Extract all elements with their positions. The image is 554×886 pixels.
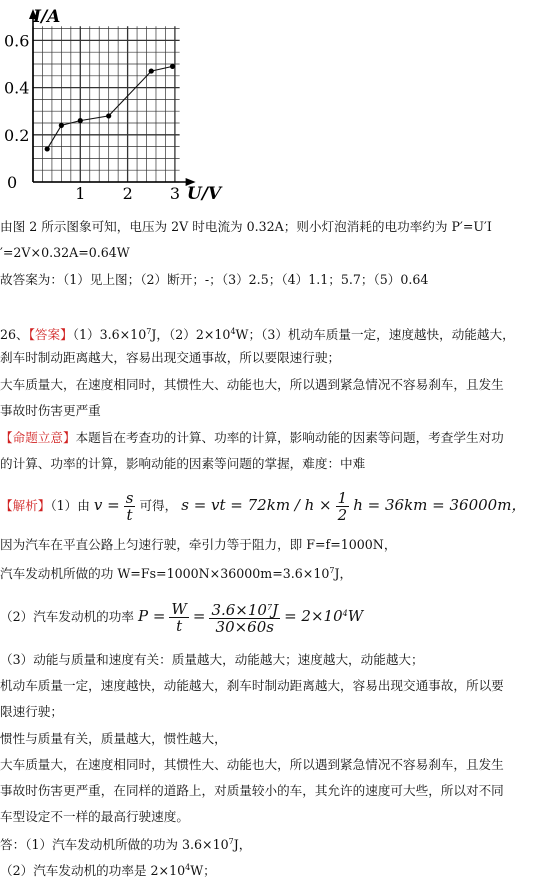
solution-line-5: （3）动能与质量和速度有关：质量越大，动能越大；速度越大，动能越大；	[0, 652, 424, 667]
solution-line-3: 汽车发动机所做的功 $W=Fs=1000N\times 36000m=3.6\times 10^7J$，	[0, 566, 353, 581]
x-tick-label: 3	[169, 184, 181, 203]
fraction-w-over-t: $\frac{W}{t}$	[171, 600, 187, 635]
chart-series	[45, 64, 176, 152]
chart-axes	[29, 9, 196, 186]
data-point	[149, 68, 154, 73]
solution-line-10: 事故时伤害更严重，在同样的道路上，对质量较小的车，其允许的速度可大些，所以对不同	[0, 783, 504, 798]
q26-line-5: 刹车时制动距离越大，容易出现交通事故，所以要限速行驶；	[0, 350, 341, 365]
y-tick-label: 0.2	[4, 125, 30, 145]
solution-line-11: 车型设定不一样的最高行驶速度。	[0, 809, 189, 824]
solution-line-2: 因为汽车在平直公路上匀速行驶，牵引力等于阻力，即 F=f=1000N，	[0, 537, 397, 552]
data-point	[78, 118, 83, 123]
final-answer-line-2: （2）汽车发动机的功率是 $2\times 10^4W$；	[0, 863, 216, 878]
data-point	[106, 113, 111, 118]
intent-line-2: 的计算、功率的计算，影响动能的因素等问题的掌握，难度：中难	[0, 456, 366, 471]
fraction-work-over-time: $\frac{3.6\times 10^7J}{30\times 60s}$	[211, 601, 279, 636]
analysis-line-2: ′=2V×0.32A=0.64W	[0, 245, 130, 260]
data-point	[170, 64, 175, 69]
intent-tag: 【命题立意】	[0, 430, 76, 445]
power-formula-line: （2）汽车发动机的功率 P = $\frac{W}{t}$ = $\frac{3.6\times 10^7J}{30\times 60s}$ = $2\times 10^4W$	[0, 600, 364, 636]
q26-line-6: 大车质量大，在速度相同时，其惯性大、动能也大，所以遇到紧急情况不容易刹车，且发生	[0, 377, 504, 392]
chart-labels	[4, 7, 223, 204]
q26-number: 26、	[0, 327, 29, 342]
series-line	[47, 66, 172, 149]
y-tick-label: 0.4	[4, 78, 30, 98]
data-point	[59, 123, 64, 128]
data-point	[45, 146, 50, 151]
origin-label: 0	[7, 173, 18, 192]
x-tick-label: 1	[75, 184, 86, 203]
fraction-s-over-t: $\frac{s}{t}$	[125, 489, 134, 524]
answer-tag: 【答案】	[28, 327, 73, 342]
solution-line-8: 惯性与质量有关，质量越大，惯性越大，	[0, 731, 227, 746]
y-axis-label: I/A	[33, 7, 61, 27]
current-voltage-chart	[0, 0, 230, 210]
solution-line-7: 限速行驶；	[0, 704, 63, 719]
intent-line: 【命题立意】本题旨在考查功的计算、功率的计算，影响动能的因素等问题，考查学生对功	[0, 430, 504, 445]
fraction-one-half: $\frac{1}{2}$	[337, 489, 348, 524]
chart-grid	[33, 26, 180, 182]
solution-line-1: 【解析】（1）由 v = $\frac{s}{t}$ 可得， s = vt = 72km / h × $\frac{1}{2}$ h = 36km = 36000m，	[0, 489, 527, 524]
x-tick-label: 2	[122, 184, 133, 203]
q26-line-7: 事故时伤害更严重	[0, 403, 101, 418]
solution-tag: 【解析】	[0, 498, 51, 513]
y-tick-label: 0.6	[4, 31, 30, 51]
q26-answer-line: 26、【答案】$(1)3.6\times 10^7J$，$(2)2\times 10^4W$；（3）机动车质量一定，速度越快，动能越大，	[0, 327, 515, 342]
analysis-line-1: 由图 2 所示图象可知，电压为 2V 时电流为 0.32A；则小灯泡消耗的电功率约为 P′=U′I	[0, 219, 492, 234]
solution-line-9: 大车质量大，在速度相同时，其惯性大、动能也大，所以遇到紧急情况不容易刹车，且发生	[0, 757, 504, 772]
answer-summary-line: 故答案为：（1）见上图；（2）断开；-；（3）2.5；（4）1.1；5.7；（5）0.64	[0, 272, 429, 287]
x-axis-label: U/V	[186, 184, 222, 204]
solution-line-6: 机动车质量一定，速度越快，动能越大，刹车时制动距离越大，容易出现交通事故，所以要	[0, 678, 504, 693]
final-answer-line-1: 答：（1）汽车发动机所做的功为 $3.6\times 10^7J$，	[0, 837, 252, 852]
